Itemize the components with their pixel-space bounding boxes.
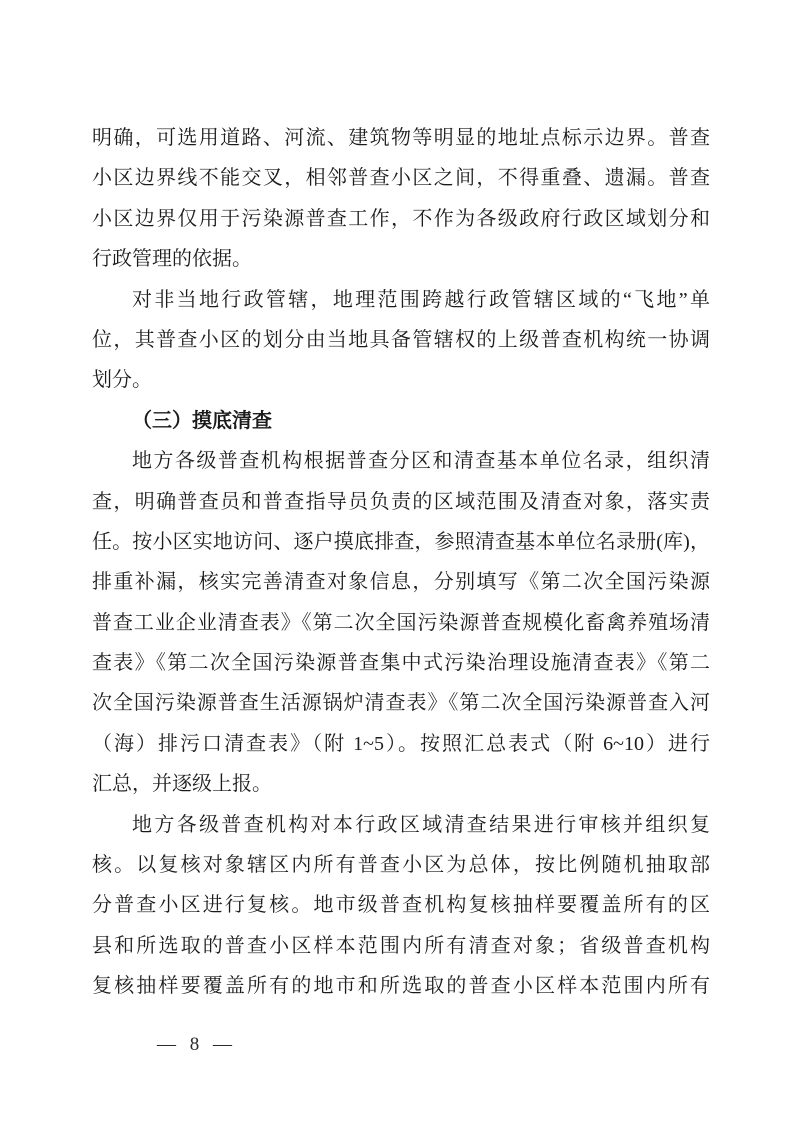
text-line: 次全国污染源普查生活源锅炉清查表》《第二次全国污染源普查入河 [92,692,710,715]
text-line: 划分。 [92,369,152,392]
text-line: 汇总，并逐级上报。 [92,773,272,796]
text-line: 分普查小区进行复核。地市级普查机构复核抽样要覆盖所有的区 [92,894,710,917]
text-line: 位，其普查小区的划分由当地具备管辖权的上级普查机构统一协调 [92,328,710,351]
text-line: 复核抽样要覆盖所有的地市和所选取的普查小区样本范围内所有 [92,975,710,998]
text-line: 小区边界线不能交叉，相邻普查小区之间，不得重叠、遗漏。普查 [92,167,710,190]
text-line: 地方各级普查机构根据普查分区和清查基本单位名录，组织清 [132,450,710,473]
text-line: 县和所选取的普查小区样本范围内所有清查对象；省级普查机构 [92,934,710,957]
text-line: 行政管理的依据。 [92,248,252,271]
text-line: 任。按小区实地访问、逐户摸底排查，参照清查基本单位名录册(库)， [92,530,710,553]
text-line: 排重补漏，核实完善清查对象信息，分别填写《第二次全国污染源 [92,571,710,594]
text-line: 对非当地行政管辖，地理范围跨越行政管辖区域的“飞地”单 [132,288,710,311]
text-line: 查，明确普查员和普查指导员负责的区域范围及清查对象，落实责 [92,490,710,513]
page-number: — 8 — [157,1034,232,1055]
text-line: （海）排污口清查表》（附 1~5）。按照汇总表式（附 6~10）进行 [92,732,710,755]
section-heading: （三）摸底清查 [132,409,272,432]
text-line: 明确，可选用道路、河流、建筑物等明显的地址点标示边界。普查 [92,127,710,149]
document-body [92,118,710,1007]
text-line: 普查工业企业清查表》《第二次全国污染源普查规模化畜禽养殖场清 [92,611,710,634]
text-line: 查表》《第二次全国污染源普查集中式污染治理设施清查表》《第二 [92,652,710,675]
page-footer [102,1009,232,1081]
text-line: 小区边界仅用于污染源普查工作，不作为各级政府行政区域划分和 [92,207,710,230]
text-line: 核。以复核对象辖区内所有普查小区为总体，按比例随机抽取部 [92,854,710,877]
text-line: 地方各级普查机构对本行政区域清查结果进行审核并组织复 [132,813,710,836]
